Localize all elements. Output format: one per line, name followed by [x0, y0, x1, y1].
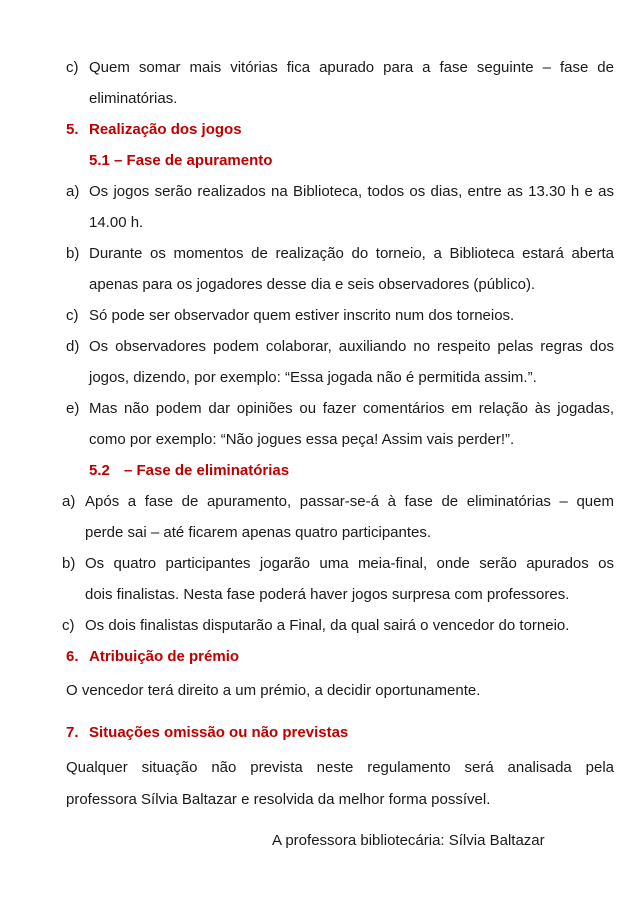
list-text-line: eliminatórias. — [89, 90, 178, 107]
list-text-line: Quem somar mais vitórias fica apurado para a fase seguinte – fase de — [89, 59, 614, 76]
list-text-line: perde sai – até ficarem apenas quatro participantes. — [85, 524, 432, 541]
list-text-line: Os jogos serão realizados na Biblioteca, todos os dias, entre as 13.30 h e as — [89, 183, 614, 200]
list-text-line: apenas para os jogadores desse dia e seis observadores (público). — [89, 276, 536, 293]
list-text-line: Os observadores podem colaborar, auxiliando no respeito pelas regras dos — [89, 338, 614, 355]
list-marker: a) — [62, 493, 76, 510]
paragraph: O vencedor terá direito a um prémio, a decidir oportunamente. — [66, 682, 481, 699]
paragraph-line: Qualquer situação não prevista neste regulamento será analisada pela — [66, 759, 614, 776]
paragraph-line: professora Sílvia Baltazar e resolvida da melhor forma possível. — [66, 791, 491, 808]
list-marker: d) — [66, 338, 80, 355]
list-marker: a) — [66, 183, 80, 200]
list-marker: c) — [66, 307, 79, 324]
list-text-line: Mas não podem dar opiniões ou fazer comentários em relação às jogadas, — [89, 400, 614, 417]
list-text-line: Após a fase de apuramento, passar-se-á à fase de eliminatórias – quem — [85, 493, 614, 510]
list-marker: c) — [66, 59, 79, 76]
section-number: 7. — [66, 724, 79, 741]
list-text-line: Só pode ser observador quem estiver inscrito num dos torneios. — [89, 307, 515, 324]
list-marker: e) — [66, 400, 80, 417]
list-text-line: Os dois finalistas disputarão a Final, da qual sairá o vencedor do torneio. — [85, 617, 570, 634]
list-marker: b) — [66, 245, 80, 262]
list-text-line: dois finalistas. Nesta fase poderá haver jogos surpresa com professores. — [85, 586, 570, 603]
list-text-line: 14.00 h. — [89, 214, 144, 231]
section-title: Situações omissão ou não previstas — [89, 724, 349, 741]
section-title: Realização dos jogos — [89, 121, 242, 138]
section-number: 5. — [66, 121, 79, 138]
subsection-title: – Fase de eliminatórias — [124, 462, 290, 479]
subsection-title: 5.1 – Fase de apuramento — [89, 152, 273, 169]
subsection-number: 5.2 — [89, 462, 110, 479]
signature-line: A professora bibliotecária: Sílvia Baltazar — [272, 832, 545, 849]
list-text-line: Durante os momentos de realização do torneio, a Biblioteca estará aberta — [89, 245, 614, 262]
section-number: 6. — [66, 648, 79, 665]
list-text-line: como por exemplo: “Não jogues essa peça! Assim vais perder!”. — [89, 431, 515, 448]
list-text-line: jogos, dizendo, por exemplo: “Essa jogada não é permitida assim.”. — [89, 369, 537, 386]
section-title: Atribuição de prémio — [89, 648, 240, 665]
list-marker: b) — [62, 555, 76, 572]
list-marker: c) — [62, 617, 75, 634]
list-text-line: Os quatro participantes jogarão uma meia-final, onde serão apurados os — [85, 555, 614, 572]
